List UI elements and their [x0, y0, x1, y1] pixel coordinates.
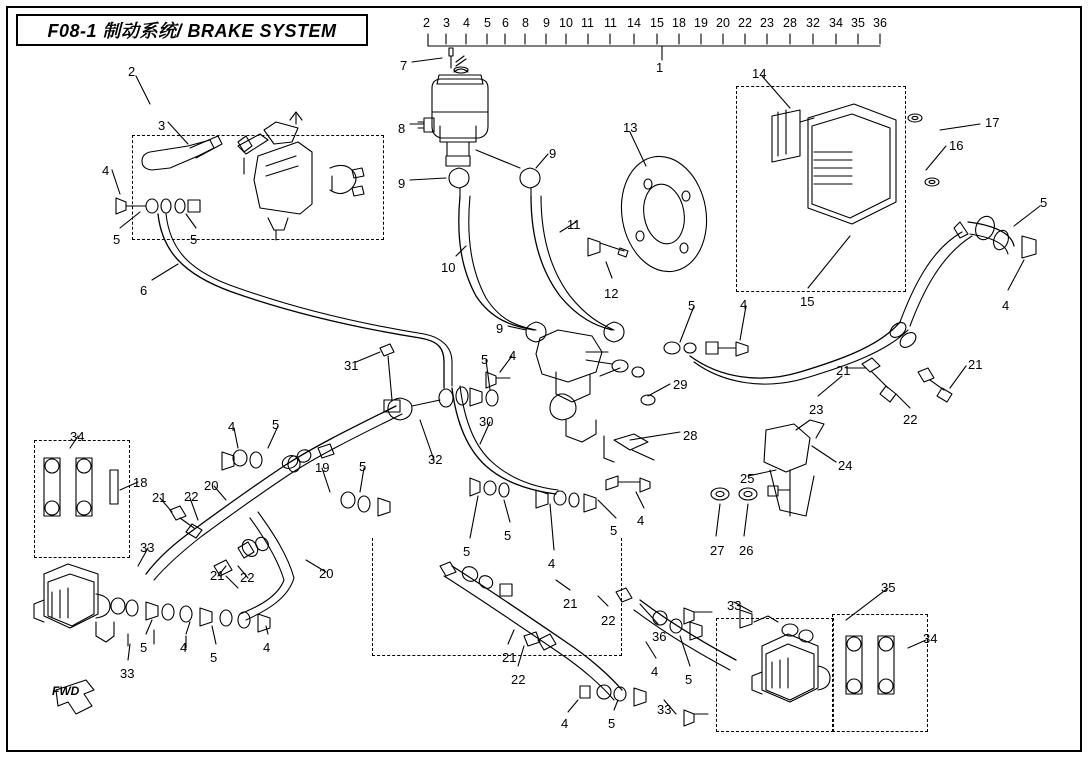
top-legend-number: 32	[806, 16, 820, 30]
callout-5: 5	[463, 544, 471, 559]
callout-18: 18	[133, 475, 148, 490]
top-legend-number: 23	[760, 16, 774, 30]
callout-33: 33	[657, 702, 672, 717]
callout-5: 5	[504, 528, 512, 543]
callout-5: 5	[272, 417, 280, 432]
callout-5: 5	[140, 640, 148, 655]
top-legend-number: 22	[738, 16, 752, 30]
callout-16: 16	[949, 138, 964, 153]
callout-9: 9	[549, 146, 557, 161]
callout-32: 32	[428, 452, 443, 467]
callout-4: 4	[651, 664, 659, 679]
top-legend-number-11b: 11	[604, 16, 617, 30]
top-legend-number: 35	[851, 16, 865, 30]
callout-23: 23	[809, 402, 824, 417]
callout-31: 31	[344, 358, 359, 373]
top-legend-number: 10	[559, 16, 573, 30]
callout-21: 21	[968, 357, 983, 372]
callout-2: 2	[128, 64, 136, 79]
top-legend-number: 15	[650, 16, 664, 30]
callout-4: 4	[740, 297, 748, 312]
callout-12: 12	[604, 286, 619, 301]
callout-22: 22	[184, 489, 199, 504]
callout-21: 21	[210, 568, 225, 583]
callout-5: 5	[610, 523, 618, 538]
callout-5: 5	[359, 459, 367, 474]
callout-33: 33	[140, 540, 155, 555]
top-legend-number: 9	[543, 16, 550, 30]
top-legend-number: 2	[423, 16, 430, 30]
callout-35: 35	[881, 580, 896, 595]
callout-5: 5	[210, 650, 218, 665]
dashed-group-34-left	[34, 440, 130, 558]
top-legend-number: 28	[783, 16, 797, 30]
top-legend-number: 4	[463, 16, 470, 30]
callout-4: 4	[509, 348, 517, 363]
top-legend-number: 6	[502, 16, 509, 30]
callout-20: 20	[204, 478, 219, 493]
callout-4: 4	[561, 716, 569, 731]
callout-21: 21	[563, 596, 578, 611]
callout-5: 5	[608, 716, 616, 731]
callout-33: 33	[727, 598, 742, 613]
callout-5: 5	[1040, 195, 1048, 210]
callout-13: 13	[623, 120, 638, 135]
page-title: F08-1 制动系统/ BRAKE SYSTEM	[47, 21, 337, 41]
callout-21: 21	[152, 490, 167, 505]
top-legend-number: 20	[716, 16, 730, 30]
callout-4: 4	[1002, 298, 1010, 313]
callout-11: 11	[567, 217, 581, 232]
callout-3: 3	[158, 118, 166, 133]
top-legend-number: 14	[627, 16, 641, 30]
callout-9: 9	[496, 321, 504, 336]
callout-17: 17	[985, 115, 1000, 130]
top-legend-number: 3	[443, 16, 450, 30]
dashed-group-34-right	[832, 614, 928, 732]
top-legend-number: 11	[581, 16, 594, 30]
dashed-group-2	[132, 135, 384, 240]
callout-4: 4	[102, 163, 110, 178]
callout-6: 6	[140, 283, 148, 298]
top-legend-number: 36	[873, 16, 887, 30]
top-legend-number: 34	[829, 16, 843, 30]
callout-27: 27	[710, 543, 725, 558]
callout-5: 5	[688, 298, 696, 313]
callout-24: 24	[838, 458, 853, 473]
callout-4: 4	[548, 556, 556, 571]
callout-22: 22	[601, 613, 616, 628]
callout-25: 25	[740, 471, 755, 486]
callout-21: 21	[502, 650, 517, 665]
callout-5: 5	[481, 352, 489, 367]
callout-9: 9	[398, 176, 406, 191]
assembly-number: 1	[656, 60, 664, 75]
callout-14: 14	[752, 66, 767, 81]
callout-30: 30	[479, 414, 494, 429]
callout-10: 10	[441, 260, 456, 275]
dashed-group-35	[716, 618, 834, 732]
callout-5: 5	[190, 232, 198, 247]
callout-5: 5	[685, 672, 693, 687]
callout-26: 26	[739, 543, 754, 558]
top-legend-number: 5	[484, 16, 491, 30]
dashed-group-14	[736, 86, 906, 292]
callout-5: 5	[113, 232, 121, 247]
callout-15: 15	[800, 294, 815, 309]
callout-4: 4	[263, 640, 271, 655]
top-legend-number: 18	[672, 16, 686, 30]
callout-20: 20	[319, 566, 334, 581]
callout-22: 22	[903, 412, 918, 427]
callout-22: 22	[240, 570, 255, 585]
callout-22: 22	[511, 672, 526, 687]
callout-34: 34	[923, 631, 938, 646]
callout-4: 4	[637, 513, 645, 528]
dashed-group-28	[372, 538, 622, 656]
callout-29: 29	[673, 377, 688, 392]
callout-28: 28	[683, 428, 698, 443]
top-legend-number: 19	[694, 16, 708, 30]
forward-direction-label: FWD	[52, 684, 80, 698]
callout-7: 7	[400, 58, 408, 73]
callout-21: 21	[836, 363, 851, 378]
callout-4: 4	[228, 419, 236, 434]
callout-19: 19	[315, 460, 330, 475]
callout-8: 8	[398, 121, 406, 136]
top-legend-number: 8	[522, 16, 529, 30]
callout-36: 36	[652, 629, 667, 644]
callout-33: 33	[120, 666, 135, 681]
callout-4: 4	[180, 640, 188, 655]
callout-34: 34	[70, 429, 85, 444]
